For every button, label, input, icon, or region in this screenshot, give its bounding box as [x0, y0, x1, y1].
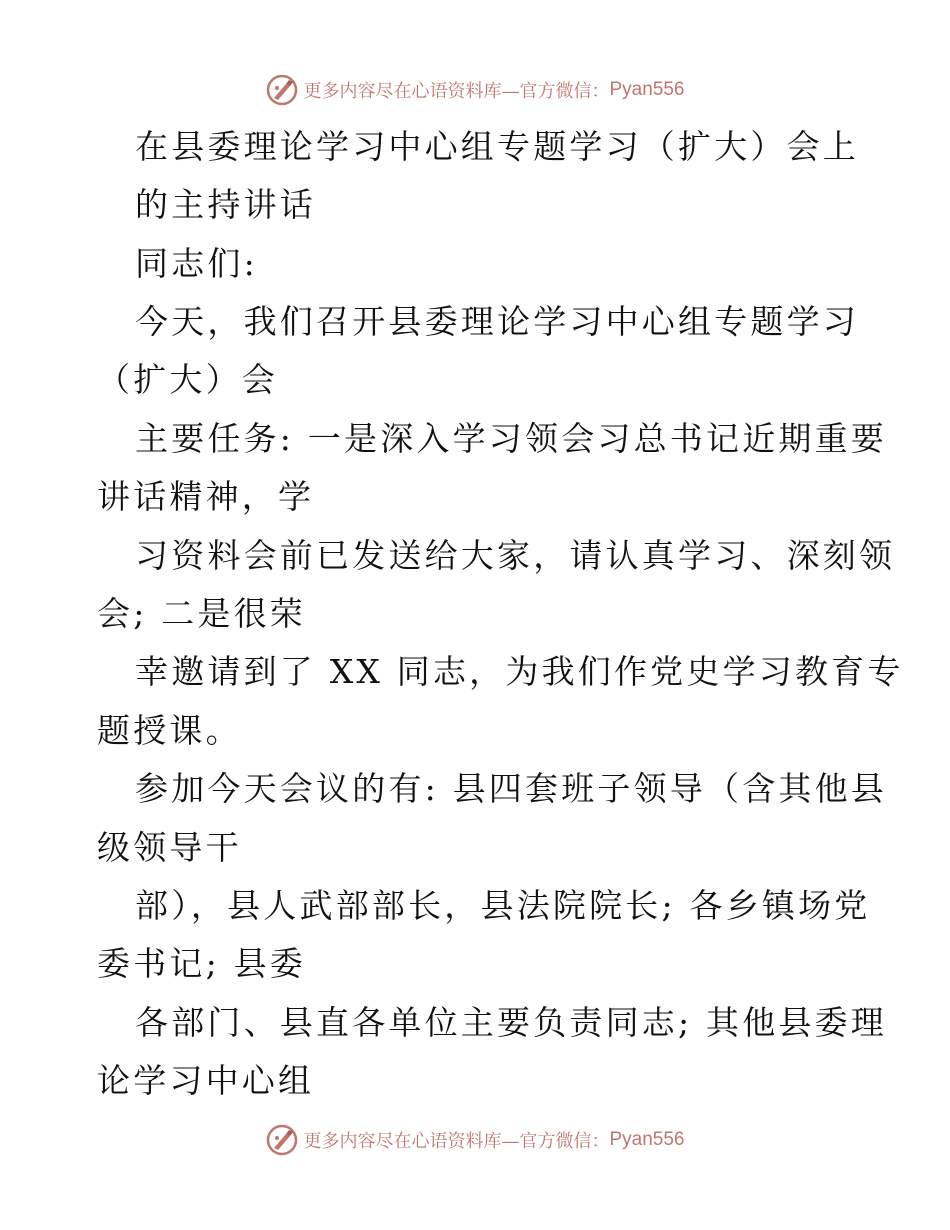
paragraph-line: 幸邀请到了 XX 同志，为我们作党史学习教育专	[135, 652, 904, 691]
paragraph-line: 今天，我们召开县委理论学习中心组专题学习	[135, 302, 859, 341]
greeting: 同志们:	[135, 244, 258, 283]
watermark-text: 更多内容尽在心语资料库—官方微信：	[303, 1131, 610, 1152]
paragraph-line: 论学习中心组	[97, 1061, 315, 1100]
paragraph-line: 会; 二是很荣	[97, 594, 307, 633]
paragraph-line: 级领导干	[97, 828, 242, 867]
paragraph-line: 题授课。	[97, 711, 242, 750]
title-line-2: 的主持讲话	[135, 185, 316, 224]
watermark-text: 更多内容尽在心语资料库—官方微信：	[303, 81, 610, 102]
paragraph-line: 主要任务: 一是深入学习领会习总书记近期重要	[135, 419, 888, 458]
paragraph-line: 部），县人武部部长，县法院院长; 各乡镇场党	[135, 886, 871, 925]
paragraph-line: 参加今天会议的有: 县四套班子领导（含其他县	[135, 769, 888, 808]
watermark-header	[0, 70, 950, 110]
paragraph-line: 委书记; 县委	[97, 944, 307, 983]
pen-logo-icon	[265, 73, 299, 107]
pen-logo-icon	[265, 1123, 299, 1157]
watermark-wechat-id: Pyan556	[609, 1129, 685, 1150]
watermark-footer	[0, 1120, 950, 1160]
watermark-wechat-id: Pyan556	[609, 79, 685, 100]
paragraph-line: 各部门、县直各单位主要负责同志; 其他县委理	[135, 1003, 888, 1042]
paragraph-line: （扩大）会	[97, 360, 278, 399]
paragraph-line: 讲话精神，学	[97, 477, 315, 516]
paragraph-line: 习资料会前已发送给大家，请认真学习、深刻领	[135, 536, 896, 575]
title-line-1: 在县委理论学习中心组专题学习（扩大）会上	[135, 127, 859, 166]
